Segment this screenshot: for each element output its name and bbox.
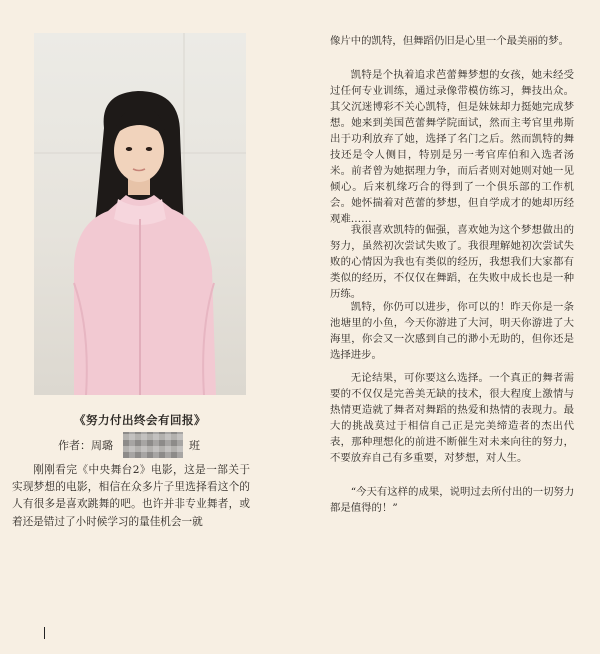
left-paragraph: 刚刚看完《中央舞台2》电影，这是一部关于实现梦想的电影，相信在众多片子里选择看这个的人有很多是喜欢跳舞的吧。也许并非专业舞者，或着还是错过了小时候学习的量佳机会一就 [12,464,250,528]
right-paragraph-4: 凯特，你仍可以进步，你可以的！昨天你是一条池塘里的小鱼，今天你游进了大河，明天你游进了大海里，你会又一次感到自己的渺小无助的，但你还是选择进步。 [330,301,574,361]
right-paragraph-3: 我很喜欢凯特的倔强，喜欢她为这个梦想做出的努力，虽然初次尝试失败了。我很理解她初次尝试失败的心情因为我也有类似的经历，我想我们大家都有类似的经历，不仅仅在舞蹈，在失败中成长也是一种历练。 [330,224,574,300]
right-paragraph-1: 像片中的凯特，但舞蹈仍旧是心里一个最美丽的梦。 [330,35,569,47]
portrait-photo [34,33,246,395]
byline [58,432,258,458]
class-suffix: 班 [189,439,200,452]
closing-quote: “今天有这样的成果，说明过去所付出的一切努力都是值得的！” [330,486,575,514]
article-title: 《努力付出终会有回报》 [74,413,206,427]
right-paragraph-2: 凯特是个执着追求芭蕾舞梦想的女孩，她未经受过任何专业训练，通过录像带模仿练习，舞技出众。其父沉迷博彩不关心凯特，但是妹妹却力挺她完成梦想。她来到美国芭蕾舞学院面试，然而主考官里弗斯出于功利放弃了她，选择了名门之后。然而凯特的舞技还是令人侧目，特别是另一考官库伯和入选者汤米。前者曾为她据理力争，而后者则对她则对她一见倾心。后来机缘巧合的得到了一个俱乐部的工作机会。她怀揣着对芭蕾的梦想，但自学成才的她却历经观难…… [330,69,574,225]
right-paragraph-5: 无论结果，可你要这么选择。一个真正的舞者需要的不仅仅是完善美无缺的技术，很大程度上激情与热情更造就了舞者对舞蹈的热爱和热情的表现力。最大的挑战莫过于相信自己正是完美缔造者的杰出代表，那种理想化的前进不断催生对未来向往的努力，不要放弃自己有多重要，对梦想，对人生。 [330,372,574,464]
page-marker [44,627,45,639]
author-label: 作者：周璐 [58,439,113,452]
portrait-illustration [34,33,246,395]
redacted-mosaic [123,432,183,458]
